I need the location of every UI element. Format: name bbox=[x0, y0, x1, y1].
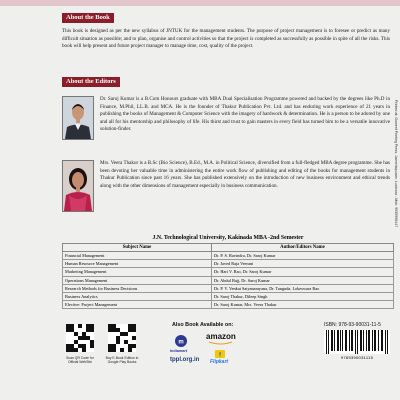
authors-cell: Dr. Saroj Kumar, Mrs. Veera Thakur bbox=[211, 301, 393, 309]
available-on-label: Also Book Available on: bbox=[172, 322, 234, 328]
about-book-text: This book is designed as per the new syllabus of JNTUK for the management students. The purpose of project management is to foresee or predict as many difficult situation as possible; and to plan, organise and control activities so that the project is completed as successfully as possible in spite of all the risks. This book will help present and future project manager to manage time, cost, quality of the project. bbox=[62, 28, 390, 49]
table-row bbox=[63, 268, 394, 276]
qr2-caption: Buy E-Book Edition in Google Play Books bbox=[105, 356, 139, 364]
qr1-caption: Scan QR Code for Official WebSite bbox=[66, 356, 94, 364]
editor2-bio: Mrs. Veera Thakur is a B.Sc (Bio Science), B.Ed., M.A. in Political Science, diversified from a full-fledged MBA degree programme. She has been devoting her valuable time in administering the entire work flow of publishing and editing of the books for management students in Thakur Publication since past 16 years. She has published extensively on the introduction of new business environment and ethical trends along with the other dimensions of management especially in business communication. bbox=[100, 160, 390, 189]
flipkart-logo[interactable]: Flipkart bbox=[210, 359, 229, 365]
about-editors-heading: About the Editors bbox=[62, 77, 120, 87]
subject-cell: Operations Management bbox=[63, 276, 212, 284]
authors-cell: Dr. Javed Raja Veerani bbox=[211, 260, 393, 268]
authors-cell: Dr. P. V. Venkat Satyanarayana, Dr. Tanguda. Lokeswara Rao bbox=[211, 284, 393, 292]
svg-text:f: f bbox=[219, 352, 221, 359]
table-row bbox=[63, 284, 394, 292]
authors-cell: Dr. P. S. Ravindra, Dr. Saroj Kumar bbox=[211, 252, 393, 260]
col-subject-header: Subject Name bbox=[63, 244, 212, 252]
authors-cell: Dr. Abdul Bajj, Dr. Saroj Kumar bbox=[211, 276, 393, 284]
barcode-icon bbox=[324, 330, 390, 354]
subject-cell: Marketing Management bbox=[63, 268, 212, 276]
subjects-table bbox=[62, 243, 394, 309]
subject-cell: Human Resource Management bbox=[63, 260, 212, 268]
authors-cell: Dr. Hari V. Rao, Dr. Saroj Kumar bbox=[211, 268, 393, 276]
table-row bbox=[63, 292, 394, 300]
editor1-photo bbox=[62, 96, 94, 140]
table-row bbox=[63, 252, 394, 260]
editor1-bio: Dr. Saroj Kumar is a B.Com Honours graduate with MBA Dual Specialisation Programme powered and backed by the degrees like Ph.D in Finance, M.Phil, LL.B. and MCA. He is the founder of Thakur Publication Pvt. Ltd. and has enduring work experience of 21 years in publishing the books of Management & Computer Science with the imagery of hardwork & determination. He is a person to be adored by one and all for his mentorship and philosophy of life. His thirst and trust to gain masters in every field has turned him to be a versatile innovative solution-finder. bbox=[100, 96, 390, 132]
subject-cell: Elective: Project Management bbox=[63, 301, 212, 309]
table-row bbox=[63, 276, 394, 284]
amazon-logo[interactable]: amazon bbox=[206, 332, 236, 341]
isbn-text: ISBN: 978-93-90031-11-5 bbox=[324, 322, 381, 328]
editor2-portrait-icon bbox=[63, 161, 93, 211]
ebook-qr-code[interactable] bbox=[108, 324, 136, 352]
authors-cell: Dr. Saroj Thakur, Dileep Singh bbox=[211, 292, 393, 300]
svg-text:m: m bbox=[178, 339, 184, 346]
col-authors-header: Author/Editors Name bbox=[211, 244, 393, 252]
indiamart-logo[interactable]: Indiamart bbox=[170, 349, 188, 353]
editor1-portrait-icon bbox=[63, 97, 93, 139]
website-qr-code[interactable] bbox=[66, 324, 94, 352]
barcode-digits: 9789390031115 bbox=[340, 355, 374, 360]
qr-icon bbox=[66, 324, 94, 352]
indiamart-icon bbox=[174, 334, 188, 348]
subject-cell: Business Analytics bbox=[63, 292, 212, 300]
qr-icon bbox=[108, 324, 136, 352]
top-accent-bar bbox=[0, 0, 400, 6]
table-title: J.N. Technological University, Kakinada MBA -2nd Semester bbox=[152, 235, 304, 241]
flipkart-icon bbox=[214, 349, 226, 359]
printer-note: Printed at: Gowerit Printing Press, Jammitapuram, Lucknow - Mob. 9935998447 bbox=[394, 100, 398, 228]
tppl-logo[interactable]: tppl.org.in bbox=[170, 357, 200, 363]
subject-cell: Financial Management bbox=[63, 252, 212, 260]
subject-cell: Research Methods for Business Decisions bbox=[63, 284, 212, 292]
bottom-strip bbox=[62, 322, 394, 392]
table-row bbox=[63, 260, 394, 268]
about-book-heading: About the Book bbox=[62, 13, 114, 23]
editor2-photo bbox=[62, 160, 94, 212]
table-row bbox=[63, 301, 394, 309]
table-header-row bbox=[63, 244, 394, 252]
amazon-smile-icon bbox=[208, 341, 234, 345]
